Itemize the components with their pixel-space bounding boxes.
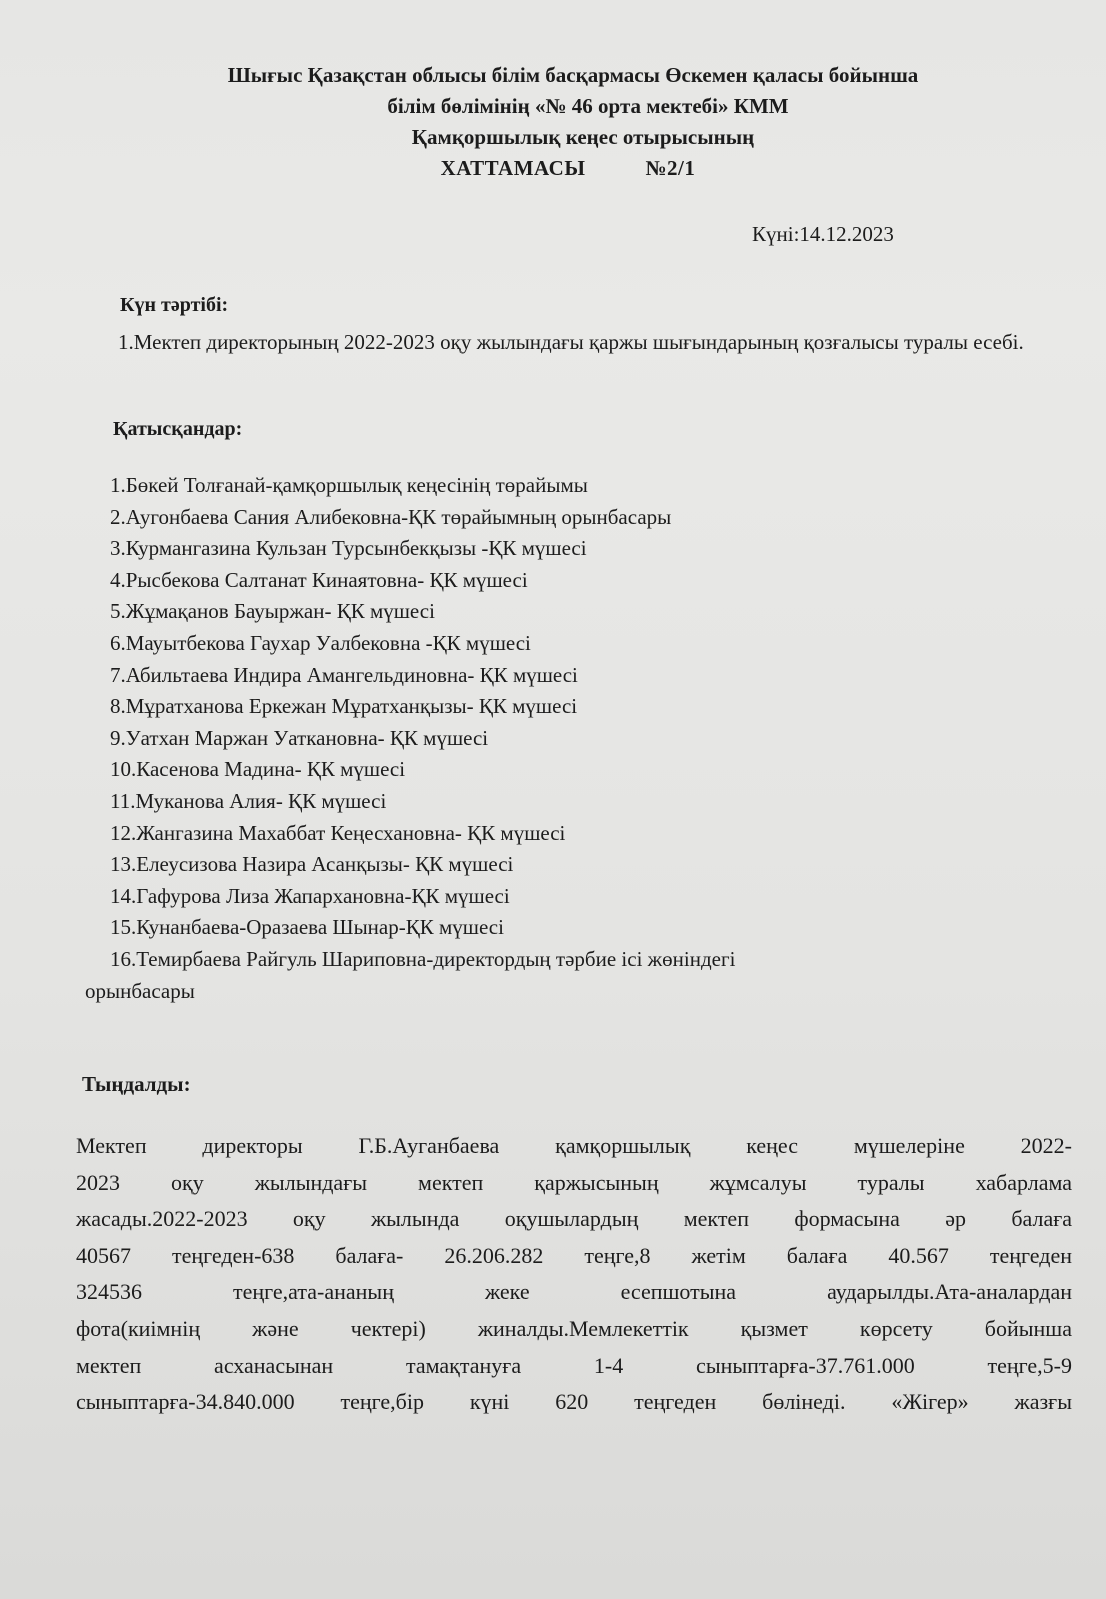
attendee-item: 5.Жұмақанов Бауыржан- ҚК мүшесі xyxy=(110,599,435,624)
document-title: ХАТТАМАСЫ xyxy=(440,156,586,180)
attendee-item: 4.Рысбекова Салтанат Кинаятовна- ҚК мүшесі xyxy=(110,567,528,592)
attendee-item: 7.Абильтаева Индира Амангельдиновна- ҚК мүшесі xyxy=(110,662,578,687)
paragraph-line: 2023 оқу жылындағы мектеп қаржысының жұмсалуы туралы хабарлама xyxy=(76,1169,1072,1195)
attendee-item: 11.Муканова Алия- ҚК мүшесі xyxy=(110,788,387,813)
attendee-item: 8.Мұратханова Еркежан Мұратханқызы- ҚК мүшесі xyxy=(110,694,578,719)
meeting-date: Күні:14.12.2023 xyxy=(752,222,894,246)
attendees-heading: Қатысқандар: xyxy=(113,418,243,440)
attendee-item: 9.Уатхан Маржан Уаткановна- ҚК мүшесі xyxy=(110,725,489,750)
attendee-item: 1.Бөкей Толғанай-қамқоршылық кеңесінің төрайымы xyxy=(110,473,588,497)
attendee-item-text: 16.Темирбаева Райгуль Шариповна-директордың тәрбие ісі жөніндегі xyxy=(110,946,736,971)
paragraph-line: 324536 теңге,ата-ананың жеке есепшотына аударылды.Ата-аналардан xyxy=(76,1279,1072,1305)
attendee-item: 12.Жангазина Махаббат Кеңесхановна- ҚК мүшесі xyxy=(110,820,566,845)
attendee-item: 6.Мауытбекова Гаухар Уалбековна -ҚК мүшесі xyxy=(110,630,531,655)
attendee-item: 2.Аугонбаева Сания Алибековна-ҚК төрайымның орынбасары xyxy=(110,504,672,529)
header-line-2: білім бөлімінің «№ 46 орта мектебі» КММ xyxy=(387,94,789,118)
header-title-line xyxy=(0,153,1106,184)
paragraph-line: жасады.2022-2023 оқу жылында оқушылардың мектеп формасына әр балаға xyxy=(76,1206,1072,1232)
attendee-item-continuation: орынбасары xyxy=(85,978,195,1003)
protocol-number: №2/1 xyxy=(645,156,696,180)
attendee-item: 14.Гафурова Лиза Жапархановна-ҚК мүшесі xyxy=(110,883,510,908)
attendee-item: 3.Курмангазина Кульзан Турсынбекқызы -ҚК мүшесі xyxy=(110,536,587,561)
paragraph-line: 40567 теңгеден-638 балаға- 26.206.282 теңге,8 жетім балаға 40.567 теңгеден xyxy=(76,1242,1072,1268)
attendees-list xyxy=(85,470,990,1007)
attendee-item-last xyxy=(85,944,990,1007)
agenda-item: 1.Мектеп директорының 2022-2023 оқу жылындағы қаржы шығындарының қозғалысы туралы есебі. xyxy=(118,330,1024,354)
attendee-item: 13.Елеусизова Назира Асанқызы- ҚК мүшесі xyxy=(110,852,514,877)
paragraph-line: сыныптарға-34.840.000 теңге,бір күні 620 теңгеден бөлінеді. «Жігер» жазғы xyxy=(76,1389,1072,1415)
paragraph-line: фота(киімнің және чектері) жиналды.Мемлекеттік қызмет көрсету бойынша xyxy=(76,1315,1072,1341)
paragraph-line: Мектеп директоры Г.Б.Ауганбаева қамқоршылық кеңес мүшелеріне 2022- xyxy=(76,1133,1072,1158)
agenda-heading: Күн тәртібі: xyxy=(120,294,229,316)
document-header xyxy=(0,60,1106,184)
paragraph-line: мектеп асханасынан тамақтануға 1-4 сыныптарға-37.761.000 теңге,5-9 xyxy=(76,1352,1072,1378)
attendee-item: 15.Кунанбаева-Оразаева Шынар-ҚК мүшесі xyxy=(110,915,504,940)
listened-heading: Тыңдалды: xyxy=(82,1072,191,1096)
header-line-3: Қамқоршылық кеңес отырысының xyxy=(411,125,755,149)
attendee-item: 10.Касенова Мадина- ҚК мүшесі xyxy=(110,757,406,782)
header-line-1: Шығыс Қазақстан облысы білім басқармасы Өскемен қаласы бойынша xyxy=(227,63,919,87)
listened-paragraph xyxy=(76,1128,1072,1421)
